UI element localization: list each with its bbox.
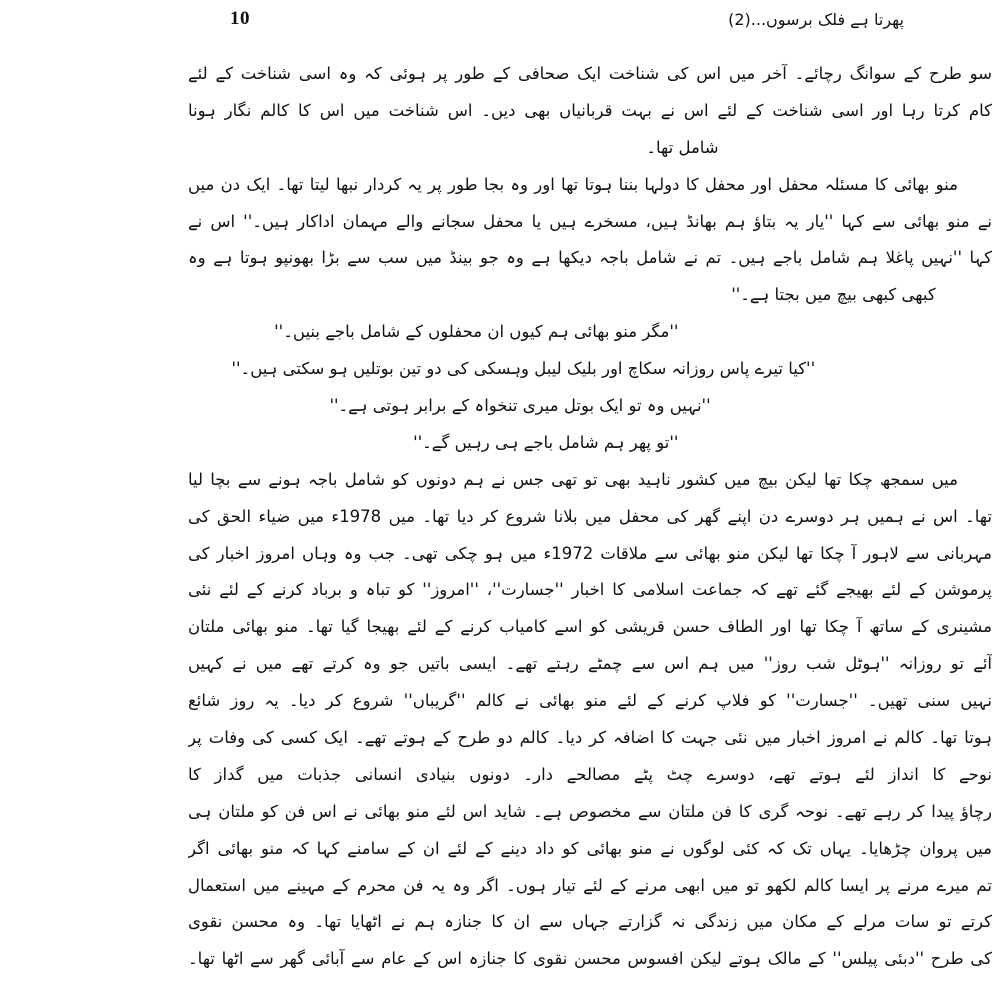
text-line: سو طرح کے سوانگ رچائے۔ آخر میں اس کی شناخت ایک صحافی کے طور پر ہوئی کہ وہ اسی شناخت کے لئے	[188, 64, 992, 83]
text-line: ''کیا تیرے پاس روزانہ سکاچ اور بلیک لیبل وہسکی کی دو تین بوتلیں ہو سکتی ہیں۔''	[231, 359, 816, 379]
text-line: ''تو پھر ہم شامل باجے ہی رہیں گے۔''	[413, 432, 679, 452]
text-line: کام کرتا رہا اور اسی شناخت کے لئے اس نے بہت قربانیاں بھی دیں۔ اس شناخت میں اس کا کالم نگار ہونا	[188, 100, 992, 120]
text-line: ہوتا تھا۔ کالم نے امروز اخبار میں نئی جہت کا اضافہ کر دیا۔ کالم دو طرح کے ہوتے تھے۔ ایک کسی کی وفات پر	[188, 728, 992, 748]
text-line: منو بھائی کا مسئلہ محفل اور محفل کا دولہا بننا ہوتا تھا اور وہ بجا طور پر یہ کردار نبھا لیتا تھا۔ ایک دن میں	[188, 174, 958, 194]
text-line: کی طرح ''دبئی پیلس'' کے مالک ہوتے لیکن افسوس محسن نقوی کا جنازہ اس کے عام سے آبائی گھر سے اٹھا تھا۔	[188, 949, 992, 969]
text-line: کہا ''نہیں پاغلا ہم شامل باجے ہیں۔ تم نے شامل باجہ دیکھا ہے وہ جو بینڈ میں سب سے بڑا بھونپو ہوتا ہے وہ	[188, 248, 992, 268]
text-line: ''مگر منو بھائی ہم کیوں ان محفلوں کے شامل باجے بنیں۔''	[274, 322, 679, 342]
text-lines	[188, 56, 992, 978]
text-line: تھا۔ اس نے ہمیں ہر دوسرے دن اپنے گھر کی محفل میں بلانا شروع کر دیا تھا۔ میں 1978ء میں ضیاء الحق کی	[188, 506, 992, 526]
text-line: میں پروان چڑھایا۔ یہاں تک کہ کئی لوگوں نے منو بھائی کو داد دینے کے لئے ان کے سامنے کہا کہ منو بھائی اگر	[188, 838, 992, 858]
text-line: کرتے تو سات مرلے کے مکان میں زندگی نہ گزارتے جہاں سے ان کا جنازہ ہم نے اٹھایا تھا۔ وہ محسن نقوی	[188, 912, 992, 932]
text-line: مشینری کے ساتھ آ چکا تھا اور الطاف حسن قریشی کو اسے کامیاب کرنے کے لئے بھیجا گیا تھا۔ منو بھائی ملتان	[188, 617, 992, 637]
text-line: شامل تھا۔	[646, 137, 719, 157]
running-title: پھرتا ہے فلک برسوں...(2)	[728, 10, 904, 29]
text-line: آئے تو روزانہ ''ہوٹل شب روز'' میں ہم اس سے چمٹے رہتے تھے۔ ایسی باتیں جو وہ کرتے تھے میں نے کہیں	[188, 654, 992, 674]
text-line: نوحے کا انداز لئے ہوتے تھے، دوسرے چٹ پٹے مصالحے دار۔ دونوں بنیادی انسانی جذبات میں گداز کا	[188, 764, 992, 784]
text-line: تم میرے مرنے پر ایسا کالم لکھو تو میں ابھی مرنے کے لئے تیار ہوں۔ اگر وہ یہ فن محرم کے مہینے میں استعمال	[188, 875, 992, 895]
page-number: 10	[230, 8, 250, 29]
text-line: مہربانی سے لاہور آ چکا تھا لیکن منو بھائی سے ملاقات 1972ء میں ہو چکی تھی۔ جب وہ وہاں امروز اخبار کی	[188, 543, 992, 563]
text-line: نہیں سنی تھیں۔ ''جسارت'' کو فلاپ کرنے کے لئے منو بھائی نے کالم ''گریباں'' شروع کر دیا۔ یہ روز شائع	[188, 691, 992, 711]
text-line: کبھی کبھی بیچ میں بجتا ہے۔''	[731, 285, 936, 305]
text-line: ''نہیں وہ تو ایک بوتل میری تنخواہ کے برابر ہوتی ہے۔''	[329, 396, 711, 416]
page-header	[188, 8, 992, 42]
text-line: میں سمجھ چکا تھا لیکن بیچ میں کشور ناہید بھی تو تھی جس نے ہم دونوں کو شامل باجہ ہونے سے بچا لیا	[188, 469, 958, 489]
text-line: پرموشن کے لئے بھیجے گئے تھے کہ جماعت اسلامی کا اخبار ''جسارت''، ''امروز'' کو تباہ و برباد کرنے کے لئے نئی	[188, 580, 992, 600]
text-line: نے منو بھائی سے کہا ''یار یہ بتاؤ ہم بھانڈ ہیں، مسخرے ہیں یا محفل سجانے والے مہمان اداکار ہیں۔'' اس نے	[188, 211, 992, 231]
text-line: رچاؤ پیدا کر رہے تھے۔ نوحہ گری کا فن ملتان سے مخصوص ہے۔ شاید اس لئے منو بھائی نے اس فن کو ملتان ہی	[188, 801, 992, 821]
